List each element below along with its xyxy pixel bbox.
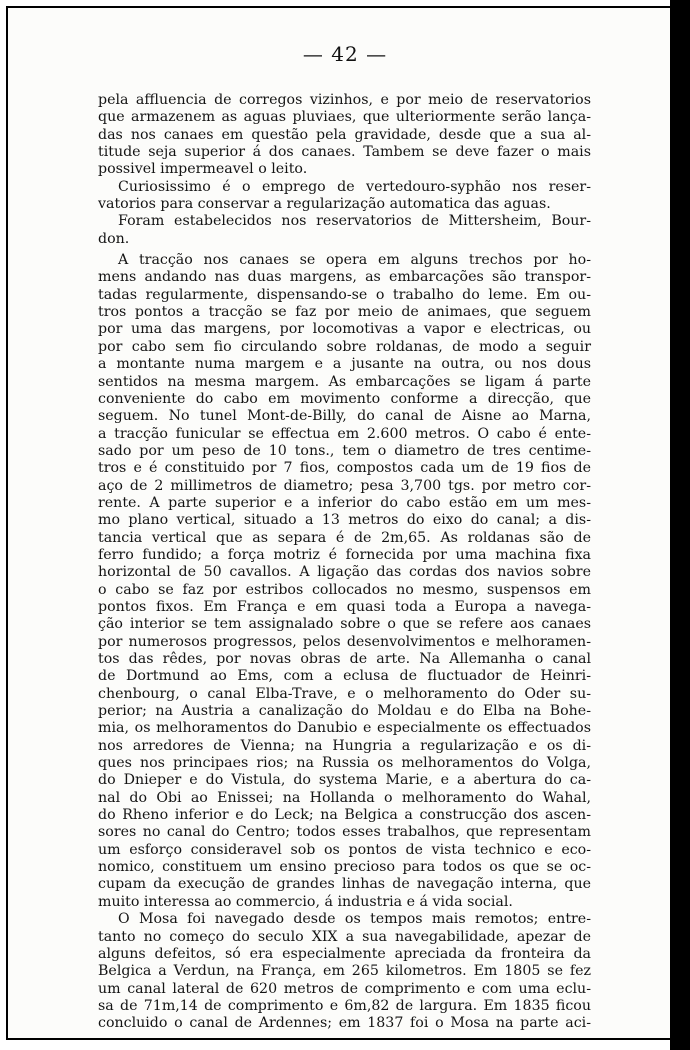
text-line: nomico, constituem um ensino precioso para todos os que se oc- <box>98 859 591 876</box>
text-line: cupam da execução de grandes linhas de navegação interna, que <box>98 876 591 893</box>
text-line: tancia vertical que as separa é de 2m,65. As roldanas são de <box>98 529 591 546</box>
text-line: mens andando nas duas margens, as embarcações são transpor- <box>98 269 591 286</box>
text-line: concluido o canal de Ardennes; em 1837 foi o Mosa na parte aci- <box>98 1015 591 1032</box>
text-line: tros e é constituido por 7 fios, compostos cada um de 19 fios de <box>98 460 591 477</box>
text-line: mia, os melhoramentos do Danubio e especialmente os effectuados <box>98 720 591 737</box>
text-line: a tracção funicular se effectua em 2.600 metros. O cabo é ente- <box>98 425 591 442</box>
text-line: ferro fundido; a força motriz é fornecida por uma machina fixa <box>98 546 591 563</box>
text-line: do Dnieper e do Vistula, do systema Marie, e a abertura do ca- <box>98 772 591 789</box>
text-line: mo plano vertical, situado a 13 metros do eixo do canal; a dis- <box>98 512 591 529</box>
page-number: — 42 — <box>302 42 388 66</box>
text-line: ção interior se tem assignalado sobre o que se refere aos canaes <box>98 616 591 633</box>
body-text <box>98 92 591 1033</box>
text-line: por cabo sem fio circulando sobre roldanas, de modo a seguir <box>98 338 591 355</box>
text-line: tros pontos a tracção se faz por meio de animaes, que seguem <box>98 304 591 321</box>
text-line: por uma das margens, por locomotivas a vapor e electricas, ou <box>98 321 591 338</box>
text-line: Foram estabelecidos nos reservatorios de Mittersheim, Bour- <box>118 213 591 230</box>
text-line: alguns defeitos, só era especialmente apreciada da fronteira da <box>98 945 591 962</box>
text-line: de Dortmund ao Ems, com a eclusa de fluctuador de Heinri- <box>98 668 591 685</box>
text-line: muito interessa ao commercio, á industria e á vida social. <box>98 893 513 910</box>
text-line: tanto no começo do seculo XIX a sua navegabilidade, apezar de <box>98 928 591 945</box>
text-line: titude seja superior á dos canaes. Tambem se deve fazer o mais <box>98 144 591 161</box>
scan-edge <box>670 0 690 1050</box>
text-line: sores no canal do Centro; todos esses trabalhos, que representam <box>98 824 591 841</box>
text-line: que armazenem as aguas pluviaes, que ulteriormente serão lança- <box>98 109 591 126</box>
text-line: conveniente do cabo em movimento conforme a direcção, que <box>98 390 591 407</box>
text-line: um canal lateral de 620 metros de comprimento e com uma eclu- <box>98 980 591 997</box>
text-line: pontos fixos. Em França e em quasi toda a Europa a navega- <box>98 598 591 615</box>
text-line: O Mosa foi navegado desde os tempos mais remotos; entre- <box>118 911 591 928</box>
text-line: don. <box>98 230 130 247</box>
text-line: rente. A parte superior e a inferior do cabo estão em um mes- <box>98 494 591 511</box>
text-line: A tracção nos canaes se opera em alguns trechos por ho- <box>118 252 591 269</box>
text-line: nos arredores de Vienna; na Hungria a regularização e os di- <box>98 737 591 754</box>
text-line: um esforço consideravel sob os pontos de vista technico e eco- <box>98 841 591 858</box>
text-line: vatorios para conservar a regularização automatica das aguas. <box>98 196 551 213</box>
text-line: horizontal de 50 cavallos. A ligação das cordas dos navios sobre <box>98 564 591 581</box>
text-line: nal do Obi ao Enissei; na Hollanda o melhoramento do Wahal, <box>98 789 591 806</box>
text-line: pela affluencia de corregos vizinhos, e por meio de reservatorios <box>98 92 591 108</box>
text-line: sentidos na mesma margem. As embarcações se ligam á parte <box>98 373 591 390</box>
text-line: por numerosos progressos, pelos desenvolvimentos e melhoramen- <box>98 633 591 650</box>
text-line: do Rheno inferior e do Leck; na Belgica a construcção dos ascen- <box>98 807 591 824</box>
text-line: tadas regularmente, dispensando-se o trabalho do leme. Em ou- <box>98 286 591 303</box>
text-line: sado por um peso de 10 tons., tem o diametro de tres centime- <box>98 442 591 459</box>
text-line: Belgica a Verdun, na França, em 265 kilometros. Em 1805 se fez <box>98 963 591 980</box>
text-line: tos das rêdes, por novas obras de arte. Na Allemanha o canal <box>98 651 591 667</box>
text-line: seguem. No tunel Mont-de-Billy, do canal de Aisne ao Marna, <box>98 408 591 425</box>
text-line: o cabo se faz por estribos collocados no mesmo, suspensos em <box>98 581 591 598</box>
text-line: ques nos principaes rios; na Russia os melhoramentos do Volga, <box>98 755 591 772</box>
text-line: sa de 71m,14 de comprimento e 6m,82 de largura. Em 1835 ficou <box>98 997 591 1014</box>
text-line: Curiosissimo é o emprego de vertedouro-syphão nos reser- <box>118 178 591 195</box>
text-line: das nos canaes em questão pela gravidade, desde que a sua al- <box>98 126 591 143</box>
text-line: possivel impermeavel o leito. <box>98 161 308 178</box>
text-line: aço de 2 millimetros de diametro; pesa 3,700 tgs. por metro cor- <box>98 477 591 494</box>
text-line: a montante numa margem e a jusante na outra, ou nos dous <box>98 356 591 373</box>
text-line: perior; na Austria a canalização do Moldau e do Elba na Bohe- <box>98 703 591 720</box>
text-line: chenbourg, o canal Elba-Trave, e o melhoramento do Oder su- <box>98 685 591 702</box>
